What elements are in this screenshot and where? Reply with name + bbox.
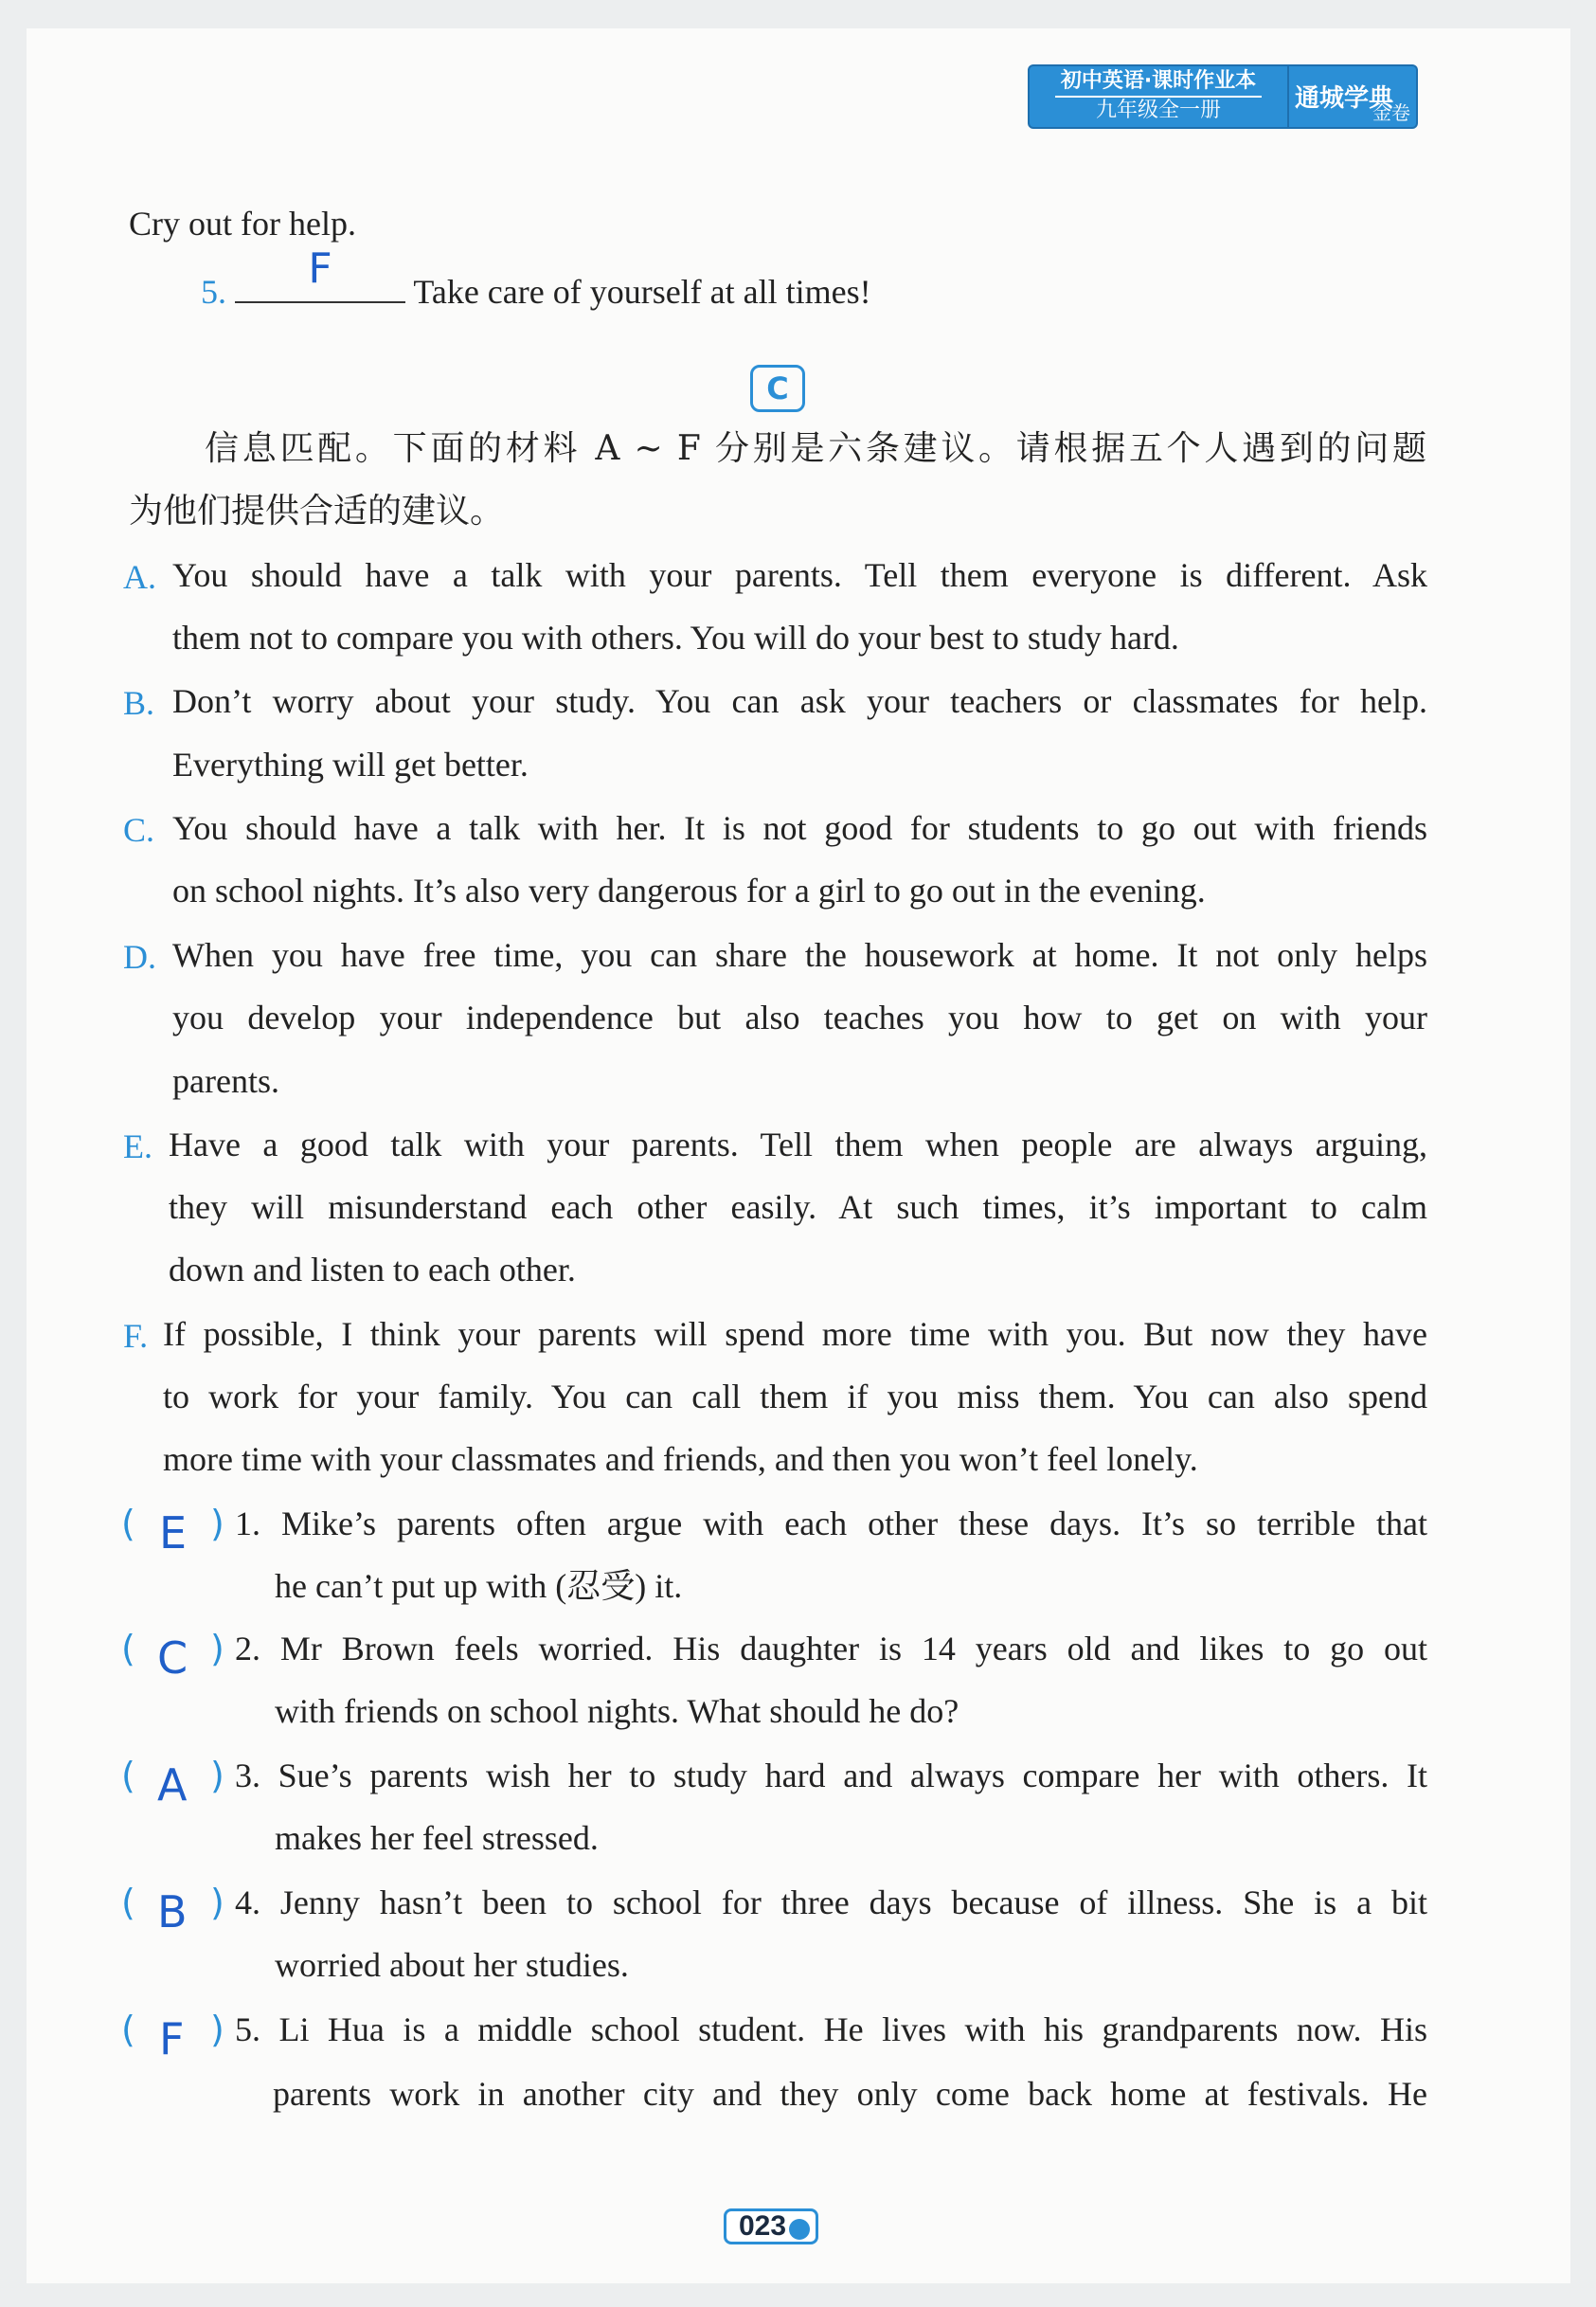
blank-number: 5. (201, 273, 226, 311)
option-e-line1: Have a good talk with your parents. Tell them when people are always arguing, (169, 1126, 1427, 1163)
option-a-line1: You should have a talk with your parents. Tell them everyone is different. Ask (172, 556, 1427, 594)
question-line1: 4. Jenny hasn’t been to school for three days because of illness. She is a bit (235, 1883, 1427, 1921)
question-answer[interactable]: F (159, 2013, 185, 2064)
answer-paren-close: ) (210, 1882, 224, 1923)
question-answer[interactable]: A (157, 1759, 188, 1811)
instruction-line-1: 信息匹配。下面的材料 A ~ F 分别是六条建议。请根据五个人遇到的问题 (205, 429, 1426, 468)
question-line1: 3. Sue’s parents wish her to study hard and always compare her with others. It (235, 1757, 1427, 1794)
answer-paren-close: ) (210, 1755, 224, 1796)
question-line2: worried about her studies. (275, 1946, 629, 1984)
page-number (724, 2208, 818, 2244)
option-d-line2: you develop your independence but also teaches you how to get on with your (172, 999, 1427, 1036)
option-f-line1: If possible, I think your parents will spend more time with you. But now they have (163, 1315, 1427, 1353)
question-line1: 1. Mike’s parents often argue with each other these days. It’s so terrible that (235, 1505, 1427, 1542)
grade-label: 九年级全一册 (1095, 99, 1221, 122)
option-b-line2: Everything will get better. (172, 746, 529, 784)
question-answer[interactable]: B (157, 1886, 188, 1938)
option-c-line1: You should have a talk with her. It is not good for students to go out with friends (172, 809, 1427, 847)
option-d-line3: parents. (172, 1062, 279, 1100)
question-line1: 5. Li Hua is a middle school student. He lives with his grandparents now. His (235, 2010, 1427, 2048)
question-line2: he can’t put up with (忍受) it. (275, 1567, 683, 1605)
option-letter-e: E. (123, 1127, 152, 1165)
page-dot-icon (789, 2219, 810, 2240)
option-d-line1: When you have free time, you can share the housework at home. It not only helps (172, 936, 1427, 974)
brand-mark: 通城学典 (1295, 84, 1394, 113)
answer-paren-open: ( (121, 1755, 135, 1796)
option-letter-a: A. (123, 558, 156, 596)
answer-paren-open: ( (121, 2009, 135, 2050)
answer-paren-close: ) (210, 1628, 224, 1669)
option-e-line3: down and listen to each other. (169, 1251, 576, 1289)
question-answer[interactable]: E (159, 1507, 188, 1559)
option-b-line1: Don’t worry about your study. You can ask your teachers or classmates for help. (172, 682, 1427, 720)
answer-paren-open: ( (121, 1628, 135, 1669)
book-title-badge (1028, 64, 1289, 129)
answer-paren-close: ) (210, 2009, 224, 2050)
blank-text: Take care of yourself at all times! (413, 273, 871, 311)
question-line1: 2. Mr Brown feels worried. His daughter is 14 years old and likes to go out (235, 1630, 1427, 1667)
instruction-line-2: 为他们提供合适的建议。 (129, 492, 505, 531)
section-c-label: C (750, 365, 805, 412)
option-f-line2: to work for your family. You can call them if you miss them. You can also spend (163, 1378, 1427, 1415)
prev-option-text: Cry out for help. (129, 205, 356, 243)
option-letter-b: B. (123, 684, 155, 722)
question-line2: makes her feel stressed. (275, 1819, 599, 1857)
header-badge (1028, 64, 1418, 129)
answer-paren-open: ( (121, 1882, 135, 1923)
book-title: 初中英语·课时作业本 (1055, 69, 1262, 98)
brand-sub: 金卷 (1372, 101, 1410, 124)
brand-logo (1289, 64, 1418, 129)
answer-paren-open: ( (121, 1503, 135, 1544)
page-number-text: 023 (738, 2210, 787, 2242)
question-line2: with friends on school nights. What should he do? (275, 1692, 959, 1730)
option-f-line3: more time with your classmates and friends, and then you won’t feel lonely. (163, 1440, 1198, 1478)
answer-paren-close: ) (210, 1503, 224, 1544)
question-answer[interactable]: C (157, 1632, 188, 1684)
option-a-line2: them not to compare you with others. You will do your best to study hard. (172, 619, 1179, 657)
option-letter-d: D. (123, 938, 156, 976)
question-line2: parents work in another city and they only come back home at festivals. He (273, 2075, 1427, 2113)
option-e-line2: they will misunderstand each other easily. At such times, it’s important to calm (169, 1188, 1427, 1226)
option-letter-f: F. (123, 1317, 149, 1355)
option-letter-c: C. (123, 811, 155, 849)
option-c-line2: on school nights. It’s also very dangerous for a girl to go out in the evening. (172, 872, 1206, 910)
blank-answer: F (308, 244, 332, 293)
prev-blank-row (201, 244, 871, 313)
answer-blank[interactable] (235, 244, 405, 303)
